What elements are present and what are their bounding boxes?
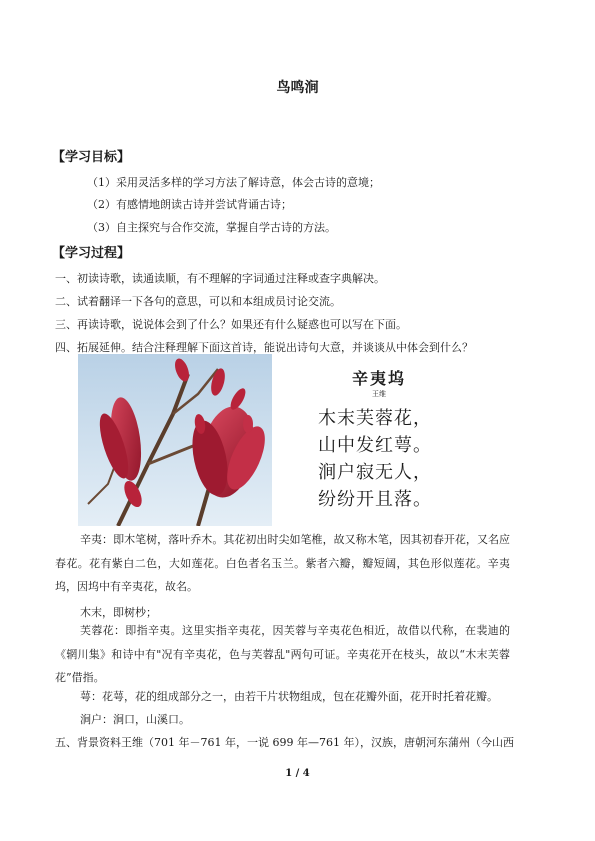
process-step: 三、再读诗歌，说说体会到了什么？如果还有什么疑惑也可以写在下面。 [55,318,407,331]
process-step: 四、拓展延伸。结合注释理解下面这首诗，能说出诗句大意，并谈谈从中体会到什么？ [55,341,473,354]
poem-line: 涧户寂无人， [318,462,432,483]
poem-line: 木末芙蓉花， [318,408,432,429]
process-step: 二、试着翻译一下各句的意思，可以和本组成员讨论交流。 [55,295,341,308]
objective-item: （2）有感情地朗读古诗并尝试背诵古诗； [87,198,292,211]
background-step: 五、背景资料王维（701 年－761 年，一说 699 年—761 年），汉族，唐朝河东蒲州（今山西 [55,736,514,749]
poem-line: 山中发红萼。 [318,435,432,456]
poem-line: 纷纷开且落。 [318,489,432,510]
process-step: 一、初读诗歌，读通读顺，有不理解的字词通过注释或查字典解决。 [55,272,385,285]
magnolia-flower-icon [78,354,272,526]
objective-item: （3）自主探究与合作交流，掌握自学古诗的方法。 [87,221,336,234]
note-xinyi: 辛夷：即木笔树，落叶乔木。其花初出时尖如笔椎，故又称木笔，因其初春开花，又名应春花。花有紫白二色，大如莲花。白色者名玉兰。紫者六瓣，瓣短阔，其色形似莲花。辛夷坞，因坞中有辛夷花，故名。 [55,533,510,593]
objectives-heading: 【学习目标】 [52,150,131,165]
objective-item: （1）采用灵活多样的学习方法了解诗意，体会古诗的意境； [87,176,380,189]
note-mumo: 木末，即树杪； [80,606,157,619]
note-jianhu: 涧户：涧口，山溪口。 [80,713,190,726]
magnolia-photo [78,354,272,526]
process-heading: 【学习过程】 [52,246,131,261]
page-title: 鸟鸣涧 [276,80,319,96]
note-e: 萼：花萼，花的组成部分之一，由若干片状物组成，包在花瓣外面，花开时托着花瓣。 [80,690,498,703]
poem-author: 王维 [372,390,386,398]
page-number: 1 / 4 [285,768,310,779]
poem-title: 辛夷坞 [352,369,407,388]
note-furong: 芙蓉花：即指辛夷。这里实指辛夷花，因芙蓉与辛夷花色相近，故借以代称，在裴迪的《辋川集》和诗中有"况有辛夷花，色与芙蓉乱"两句可证。辛夷花开在枝头，故以“木末芙蓉花”借指。 [55,624,510,684]
